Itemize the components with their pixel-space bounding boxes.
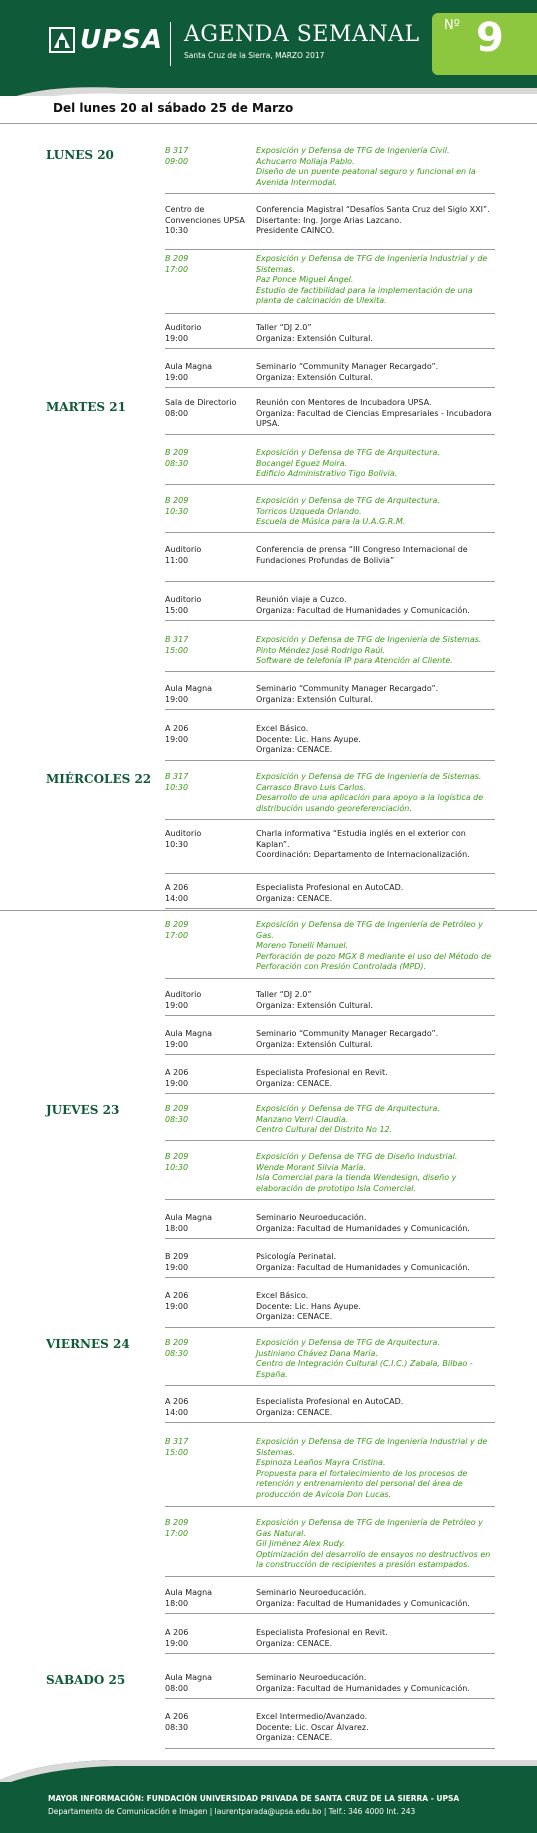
event-place-time: B 209 08:30 xyxy=(165,448,189,468)
event-description: Conferencia Magistral “Desafíos Santa Cruz del Siglo XXI”. Disertante: Ing. Jorge Arias Lazcano. Presidente CAINCO. xyxy=(256,205,490,235)
event-separator xyxy=(165,1015,495,1016)
footer-curve-decoration xyxy=(0,1760,537,1782)
event-place-time: B 209 19:00 xyxy=(165,1252,189,1272)
event-place-time: Sala de Directorio 08:00 xyxy=(165,398,237,418)
page-title: AGENDA SEMANAL xyxy=(184,22,420,47)
event-separator xyxy=(165,1653,495,1654)
event-description: Exposición y Defensa de TFG de Diseño Industrial. Wende Morant Silvia María. Isla Comercial para la tienda Wendesign, diseño y elaboración de prototipo Isla Comercial. xyxy=(256,1152,458,1193)
event-place-time: B 209 17:00 xyxy=(165,920,189,940)
event-description: Exposición y Defensa de TFG de Arquitectura. Justiniano Chávez Dana María. Centro de Integración Cultural (C.I.C.) Zabala, Bilbao - España. xyxy=(256,1338,473,1379)
event-separator xyxy=(165,249,495,250)
event-description: Charla informativa “Estudia inglés en el exterior con Kaplan”. Coordinación: Departamento de Internacionalización. xyxy=(256,829,470,859)
day-label-viernes: VIERNES 24 xyxy=(46,1337,130,1351)
date-range: Del lunes 20 al sábado 25 de Marzo xyxy=(53,101,294,115)
event-place-time: A 206 19:00 xyxy=(165,1068,189,1088)
event-description: Exposición y Defensa de TFG de Arquitectura. Bocangel Eguez Moira. Edificio Administrativo Tigo Bolivia. xyxy=(256,448,440,478)
event-place-time: Auditorio 19:00 xyxy=(165,323,202,343)
event-separator xyxy=(165,1093,495,1094)
event-description: Exposición y Defensa de TFG de Ingeniería Industrial y de Sistemas. Espinoza Leaños Mayra Cristina. Propuesta para el fortalecimiento de los procesos de retención y entrenamiento del personal del área de producción de Avícola Don Lucas. xyxy=(256,1437,488,1499)
day-label-martes: MARTES 21 xyxy=(46,400,126,414)
event-separator xyxy=(165,1327,495,1328)
event-description: Excel Básico. Docente: Lic. Hans Ayupe. Organiza: CENACE. xyxy=(256,724,361,754)
event-separator xyxy=(165,387,495,388)
day-label-lunes: LUNES 20 xyxy=(46,148,114,162)
event-description: Exposición y Defensa de TFG de Ingeniería Industrial y de Sistemas. Paz Ponce Miguel Ángel. Estudio de factibilidad para la implementación de una planta de calcinación de Ulexita. xyxy=(256,254,488,305)
event-place-time: B 209 17:00 xyxy=(165,254,189,274)
event-place-time: B 209 10:30 xyxy=(165,1152,189,1172)
event-description: Exposición y Defensa de TFG de Ingeniería de Petróleo y Gas. Moreno Tonelli Manuel. Perforación de pozo MGX 8 mediante el uso del Método de Perforación con Presión Controlada (MPD). xyxy=(256,920,492,971)
event-place-time: A 206 14:00 xyxy=(165,883,189,903)
event-description: Excel Intermedio/Avanzado. Docente: Lic. Oscar Álvarez. Organiza: CENACE. xyxy=(256,1712,369,1742)
event-separator xyxy=(165,581,495,582)
event-place-time: Auditorio 15:00 xyxy=(165,595,202,615)
event-separator xyxy=(165,819,495,820)
event-separator xyxy=(165,1698,495,1699)
event-separator xyxy=(165,709,495,710)
event-separator xyxy=(165,978,495,979)
event-separator xyxy=(165,348,495,349)
day-label-sabado: SABADO 25 xyxy=(46,1673,126,1687)
event-place-time: B 317 09:00 xyxy=(165,146,189,166)
event-description: Exposición y Defensa de TFG de Arquitectura. Manzano Verri Claudia. Centro Cultural del Distrito No 12. xyxy=(256,1104,440,1134)
event-place-time: Aula Magna 18:00 xyxy=(165,1213,213,1233)
logo-text: UPSA xyxy=(80,25,164,55)
event-place-time: Aula Magna 19:00 xyxy=(165,684,213,704)
event-description: Reunión viaje a Cuzco. Organiza: Facultad de Humanidades y Comunicación. xyxy=(256,595,470,615)
event-separator xyxy=(165,1277,495,1278)
event-description: Taller “DJ 2.0” Organiza: Extensión Cultural. xyxy=(256,990,373,1010)
event-description: Exposición y Defensa de TFG de Ingeniería de Petróleo y Gas Natural. Gil Jiménez Alex Rudy. Optimización del desarrollo de ensayos no destructivos en la construcción de recipientes a presión estampados. xyxy=(256,1518,491,1569)
event-separator xyxy=(165,620,495,621)
day-label-jueves: JUEVES 23 xyxy=(46,1103,120,1117)
event-description: Seminario Neuroeducación. Organiza: Facultad de Humanidades y Comunicación. xyxy=(256,1588,470,1608)
event-description: Especialista Profesional en AutoCAD. Organiza: CENACE. xyxy=(256,883,404,903)
event-separator xyxy=(165,1613,495,1614)
event-separator xyxy=(165,1140,495,1141)
event-description: Psicología Perinatal. Organiza: Facultad de Humanidades y Comunicación. xyxy=(256,1252,470,1272)
event-separator xyxy=(165,532,495,533)
event-place-time: A 206 14:00 xyxy=(165,1397,189,1417)
page-subtitle: Santa Cruz de la Sierra, MARZO 2017 xyxy=(184,51,325,60)
event-description: Excel Básico. Docente: Lic. Hans Ayupe. Organiza: CENACE. xyxy=(256,1291,361,1321)
event-separator xyxy=(165,1385,495,1386)
event-separator xyxy=(165,1576,495,1577)
event-description: Especialista Profesional en Revit. Organiza: CENACE. xyxy=(256,1628,388,1648)
event-description: Exposición y Defensa de TFG de Arquitectura. Torricos Uzqueda Orlando. Escuela de Música para la U.A.G.R.M. xyxy=(256,496,440,526)
event-place-time: B 317 10:30 xyxy=(165,772,189,792)
event-description: Exposición y Defensa de TFG de Ingeniería Civil. Achucarro Mollaja Pablo. Diseño de un puente peatonal seguro y funcional en la Avenida Intermodal. xyxy=(256,146,476,187)
event-description: Conferencia de prensa “III Congreso Internacional de Fundaciones Profundas de Bolivia” xyxy=(256,545,468,565)
event-place-time: Aula Magna 19:00 xyxy=(165,362,213,382)
event-description: Seminario “Community Manager Recargado”. Organiza: Extensión Cultural. xyxy=(256,362,439,382)
event-place-time: B 209 10:30 xyxy=(165,496,189,516)
event-place-time: A 206 19:00 xyxy=(165,1291,189,1311)
event-place-time: Aula Magna 18:00 xyxy=(165,1588,213,1608)
event-place-time: B 317 15:00 xyxy=(165,635,189,655)
event-place-time: B 317 15:00 xyxy=(165,1437,189,1457)
event-place-time: Aula Magna 19:00 xyxy=(165,1029,213,1049)
event-separator xyxy=(165,671,495,672)
event-separator xyxy=(165,908,495,909)
event-place-time: Aula Magna 08:00 xyxy=(165,1673,213,1693)
event-separator xyxy=(165,193,495,194)
event-place-time: Centro de Convenciones UPSA 10:30 xyxy=(165,205,245,235)
issue-number: 9 xyxy=(476,15,504,61)
event-place-time: A 206 08:30 xyxy=(165,1712,189,1732)
event-separator xyxy=(165,760,495,761)
event-separator xyxy=(165,1238,495,1239)
event-separator xyxy=(165,484,495,485)
footer xyxy=(0,1760,537,1833)
event-description: Especialista Profesional en AutoCAD. Organiza: CENACE. xyxy=(256,1397,404,1417)
event-description: Seminario Neuroeducación. Organiza: Facultad de Humanidades y Comunicación. xyxy=(256,1213,470,1233)
event-description: Exposición y Defensa de TFG de Ingeniería de Sistemas. Pinto Méndez José Rodrigo Raúl. Software de telefonía IP para Atención al Cliente. xyxy=(256,635,482,665)
event-separator xyxy=(165,873,495,874)
event-description: Seminario “Community Manager Recargado”. Organiza: Extensión Cultural. xyxy=(256,684,439,704)
event-description: Especialista Profesional en Revit. Organiza: CENACE. xyxy=(256,1068,388,1088)
event-separator xyxy=(165,434,495,435)
event-place-time: B 209 08:30 xyxy=(165,1104,189,1124)
event-description: Reunión con Mentores de Incubadora UPSA. Organiza: Facultad de Ciencias Empresariales - Incubadora UPSA. xyxy=(256,398,492,428)
event-place-time: B 209 08:30 xyxy=(165,1338,189,1358)
event-separator xyxy=(165,1199,495,1200)
event-place-time: B 209 17:00 xyxy=(165,1518,189,1538)
footer-info: MAYOR INFORMACIÓN: FUNDACIÓN UNIVERSIDAD PRIVADA DE SANTA CRUZ DE LA SIERRA - UPSA xyxy=(48,1794,460,1803)
event-description: Taller “DJ 2.0” Organiza: Extensión Cultural. xyxy=(256,323,373,343)
event-place-time: A 206 19:00 xyxy=(165,724,189,744)
day-label-miercoles: MIÉRCOLES 22 xyxy=(46,772,152,786)
footer-contact: Departamento de Comunicación e Imagen | laurentparada@upsa.edu.bo | Telf.: 346 4000 Int. 243 xyxy=(48,1807,416,1816)
issue-label: Nº xyxy=(444,18,460,33)
event-place-time: Auditorio 10:30 xyxy=(165,829,202,849)
event-place-time: Auditorio 11:00 xyxy=(165,545,202,565)
event-separator xyxy=(165,313,495,314)
event-description: Seminario Neuroeducación. Organiza: Facultad de Humanidades y Comunicación. xyxy=(256,1673,470,1693)
event-separator xyxy=(165,1422,495,1423)
event-separator xyxy=(165,1054,495,1055)
event-place-time: Auditorio 19:00 xyxy=(165,990,202,1010)
event-separator xyxy=(165,1748,495,1749)
event-separator xyxy=(165,1506,495,1507)
event-description: Exposición y Defensa de TFG de Ingeniería de Sistemas. Carrasco Bravo Luis Carlos. Desarrollo de una aplicación para apoyo a la logística de distribución usando georeferenciación. xyxy=(256,772,484,813)
event-place-time: A 206 19:00 xyxy=(165,1628,189,1648)
event-description: Seminario “Community Manager Recargado”. Organiza: Extensión Cultural. xyxy=(256,1029,439,1049)
